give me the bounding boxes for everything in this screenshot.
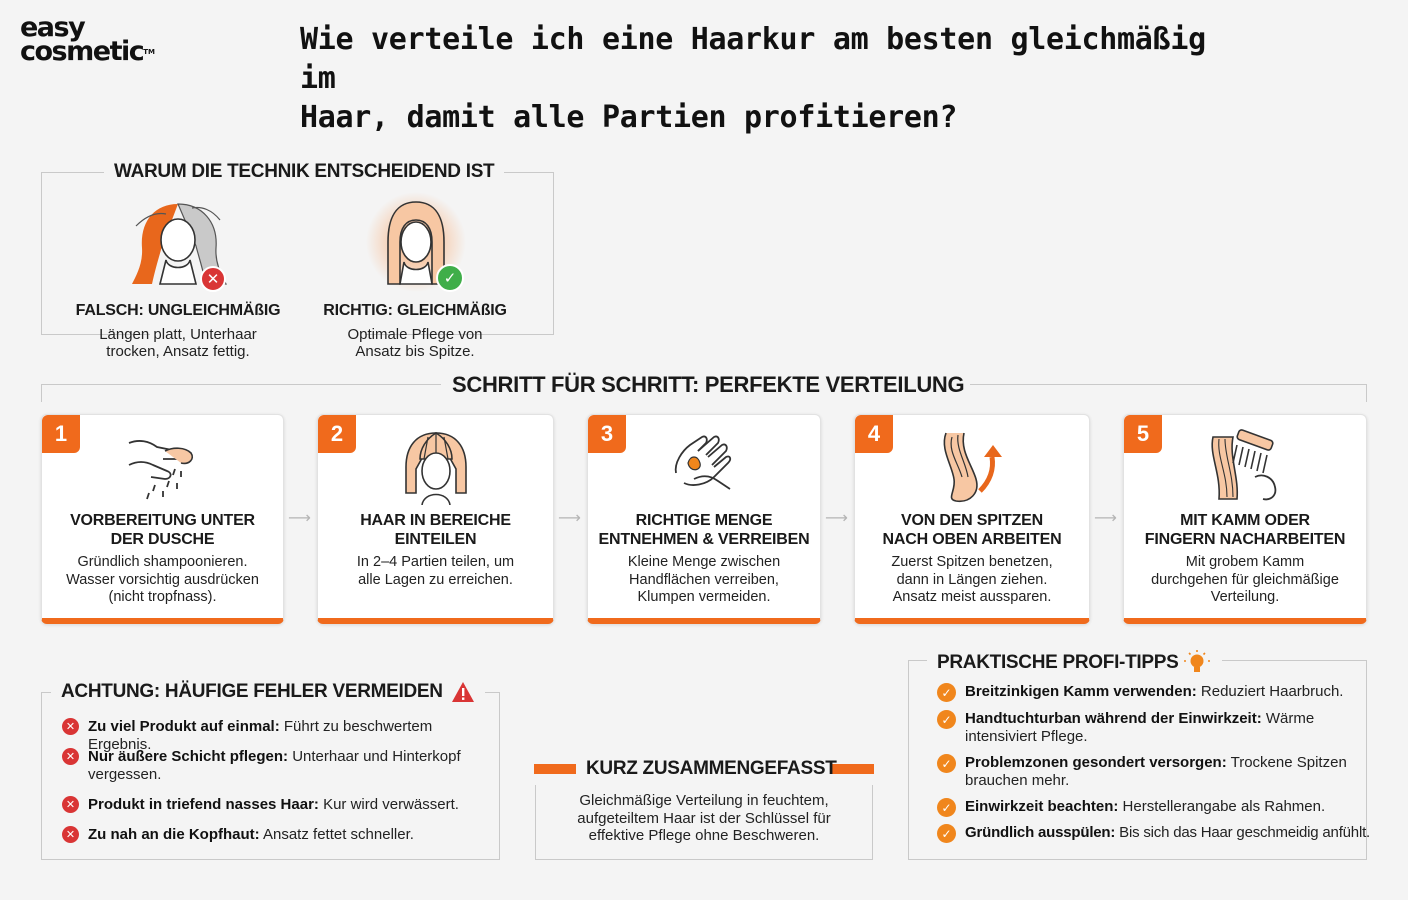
tip-text xyxy=(937,824,1371,842)
step-title-line-2: FINGERN NACHARBEITEN xyxy=(1144,531,1346,548)
tip-text xyxy=(937,683,1357,701)
logo-tm: TM xyxy=(143,48,155,56)
step-title-line-1: RICHTIGE MENGE xyxy=(635,512,773,529)
step-number: 1 xyxy=(42,415,80,453)
lightbulb-icon xyxy=(1182,649,1212,677)
step-text-line-1: Kleine Menge zwischen xyxy=(627,554,781,570)
step-card-3 xyxy=(587,414,821,624)
step-text-line-1: Zuerst Spitzen benetzen, xyxy=(891,554,1053,570)
step-title xyxy=(1130,511,1360,549)
mistake-bold: Zu viel Produkt auf einmal: xyxy=(88,718,280,735)
why-right xyxy=(300,302,530,360)
mistake-bold: Zu nah an die Kopfhaut: xyxy=(88,826,260,843)
hair-sections-icon xyxy=(400,429,472,510)
mistakes-heading xyxy=(51,681,485,703)
step-text xyxy=(863,554,1081,607)
tip-item xyxy=(937,754,1347,790)
error-x-icon: ✕ xyxy=(200,266,226,292)
summary-bar-right xyxy=(832,764,874,774)
step-number: 2 xyxy=(318,415,356,453)
tip-item xyxy=(937,683,1357,701)
step-text-line-1: In 2–4 Partien teilen, um xyxy=(356,554,515,570)
step-text-line-3: Ansatz meist aussparen. xyxy=(892,589,1052,605)
step-text xyxy=(1132,554,1358,607)
step-text xyxy=(596,554,812,607)
step-text-line-3: (nicht tropfnass). xyxy=(108,589,217,605)
step-arrow-4: ⟶ xyxy=(1094,510,1117,527)
step-title-line-2: NACH OBEN ARBEITEN xyxy=(882,531,1062,548)
logo-line-2 xyxy=(20,36,190,67)
tip-desc: Wärme intensiviert Pflege. xyxy=(965,710,1315,745)
step-number: 4 xyxy=(855,415,893,453)
tip-text xyxy=(937,798,1357,816)
step-title-line-2: DER DUSCHE xyxy=(110,531,215,548)
why-wrong-label: FALSCH: UNGLEICHMÄßIG xyxy=(75,302,281,319)
mistake-text xyxy=(62,796,492,814)
steps-rule-left xyxy=(41,384,441,385)
summary-heading: KURZ ZUSAMMENGEFASST xyxy=(586,758,837,779)
mistake-desc: Ansatz fettet schneller. xyxy=(259,826,414,843)
step-text xyxy=(50,554,275,607)
error-x-icon: ✕ xyxy=(62,796,79,813)
error-x-icon: ✕ xyxy=(62,748,79,765)
mistake-desc: Unterhaar und Hinterkopf vergessen. xyxy=(88,748,461,783)
why-wrong xyxy=(56,302,300,360)
check-icon: ✓ xyxy=(937,798,956,817)
step-card-2 xyxy=(317,414,554,624)
step-card-5 xyxy=(1123,414,1367,624)
step-title xyxy=(861,511,1083,549)
mistake-bold: Nur äußere Schicht pflegen: xyxy=(88,748,289,765)
step-title-line-2: EINTEILEN xyxy=(394,531,477,548)
logo-word: cosmetic xyxy=(20,36,144,67)
step-text-line-2: durchgehen für gleichmäßige xyxy=(1151,571,1339,588)
step-card-1 xyxy=(41,414,284,624)
step-text-line-2: dann in Längen ziehen. xyxy=(896,571,1048,588)
why-right-desc xyxy=(300,326,530,360)
why-right-label: RICHTIG: GLEICHMÄßIG xyxy=(323,302,507,319)
page-title-line-1: Wie verteile ich eine Haarkur am besten gleichmäßig im xyxy=(300,22,1206,96)
tips-heading-text: PRAKTISCHE PROFI-TIPPS xyxy=(937,652,1179,673)
tip-text xyxy=(937,754,1347,790)
step-title-line-1: HAAR IN BEREICHE xyxy=(360,512,511,529)
logo-line-1: easy xyxy=(20,12,85,43)
brand-logo xyxy=(20,12,190,72)
tip-item xyxy=(937,824,1371,842)
tip-bold: Handtuchturban während der Einwirkzeit: xyxy=(965,710,1262,727)
steps-rule-left-tick xyxy=(41,384,42,402)
tip-item xyxy=(937,710,1337,746)
summary-bar-left xyxy=(534,764,576,774)
step-arrow-1: ⟶ xyxy=(288,510,311,527)
tip-desc: Bis sich das Haar geschmeidig anfühlt. xyxy=(1115,824,1371,841)
check-icon: ✓ xyxy=(937,754,956,773)
check-icon: ✓ xyxy=(937,683,956,702)
step-title xyxy=(324,511,547,549)
step-text-line-3: Klumpen vermeiden. xyxy=(637,589,771,605)
step-text-line-1: Gründlich shampoonieren. xyxy=(77,554,248,570)
why-wrong-desc xyxy=(56,326,300,360)
step-text-line-2: Handflächen verreiben, xyxy=(629,571,779,588)
tip-text xyxy=(937,710,1337,746)
tip-desc: Herstellerangabe als Rahmen. xyxy=(1118,798,1326,815)
mistake-item xyxy=(62,796,492,814)
step-title-line-1: MIT KAMM ODER xyxy=(1180,512,1310,529)
tip-bold: Problemzonen gesondert versorgen: xyxy=(965,754,1227,771)
steps-heading: SCHRITT FÜR SCHRITT: PERFEKTE VERTEILUNG xyxy=(452,372,965,397)
summary-line-1: Gleichmäßige Verteilung in feuchtem, xyxy=(579,792,829,809)
step-number: 3 xyxy=(588,415,626,453)
mistakes-heading-text: ACHTUNG: HÄUFIGE FEHLER VERMEIDEN xyxy=(61,681,443,702)
warning-icon xyxy=(451,681,475,703)
mistake-desc: Führt zu beschwertem Ergebnis. xyxy=(88,718,433,753)
step-text-line-2: alle Lagen zu erreichen. xyxy=(358,571,513,588)
step-card-4 xyxy=(854,414,1090,624)
check-icon: ✓ xyxy=(937,824,956,843)
tip-bold: Einwirkzeit beachten: xyxy=(965,798,1119,815)
tip-bold: Gründlich ausspülen: xyxy=(965,824,1116,841)
steps-rule-right xyxy=(970,384,1367,385)
tip-desc: Reduziert Haarbruch. xyxy=(1196,683,1344,700)
step-title xyxy=(594,511,814,549)
step-title-line-2: ENTNEHMEN & VERREIBEN xyxy=(598,531,810,548)
step-text xyxy=(326,554,545,589)
step-title xyxy=(48,511,277,549)
step-title-line-1: VORBEREITUNG UNTER xyxy=(70,512,255,529)
page-title-line-2: Haar, damit alle Partien profitieren? xyxy=(300,100,958,135)
mistake-text xyxy=(62,748,482,784)
mistake-desc: Kur wird verwässert. xyxy=(318,796,459,813)
summary-line-2: aufgeteiltem Haar ist der Schlüssel für xyxy=(577,809,831,827)
why-right-desc-line-2: Ansatz bis Spitze. xyxy=(355,343,475,360)
why-wrong-desc-line-1: Längen platt, Unterhaar xyxy=(99,326,257,343)
hands-rubbing-icon xyxy=(668,429,740,506)
error-x-icon: ✕ xyxy=(62,826,79,843)
step-arrow-3: ⟶ xyxy=(825,510,848,527)
step-text-line-3: Verteilung. xyxy=(1210,589,1280,605)
mistake-item xyxy=(62,826,492,844)
summary-line-3: effektive Pflege ohne Beschweren. xyxy=(588,827,820,844)
why-section-heading: WARUM DIE TECHNIK ENTSCHEIDEND IST xyxy=(104,161,504,183)
tip-bold: Breitzinkigen Kamm verwenden: xyxy=(965,683,1197,700)
why-wrong-desc-line-2: trocken, Ansatz fettig. xyxy=(106,343,250,360)
tips-heading xyxy=(927,649,1222,677)
step-text-line-2: Wasser vorsichtig ausdrücken xyxy=(66,571,259,588)
step-arrow-2: ⟶ xyxy=(558,510,581,527)
mistake-bold: Produkt in triefend nasses Haar: xyxy=(88,796,319,813)
tip-item xyxy=(937,798,1357,816)
step-text-line-1: Mit grobem Kamm xyxy=(1185,554,1305,570)
mistake-item xyxy=(62,748,482,784)
page-title xyxy=(300,20,1220,137)
why-right-desc-line-1: Optimale Pflege von xyxy=(347,326,483,343)
step-number: 5 xyxy=(1124,415,1162,453)
hair-strand-up-icon xyxy=(936,429,1008,510)
step-title-line-1: VON DEN SPITZEN xyxy=(901,512,1043,529)
steps-rule-right-tick xyxy=(1366,384,1367,402)
tip-desc: Trockene Spitzen brauchen mehr. xyxy=(965,754,1347,789)
check-icon: ✓ xyxy=(937,710,956,729)
success-check-icon: ✓ xyxy=(436,264,464,292)
hands-water-icon xyxy=(125,429,201,508)
error-x-icon: ✕ xyxy=(62,718,79,735)
mistake-text xyxy=(62,826,492,844)
summary-text xyxy=(545,792,863,845)
comb-icon xyxy=(1207,429,1283,508)
